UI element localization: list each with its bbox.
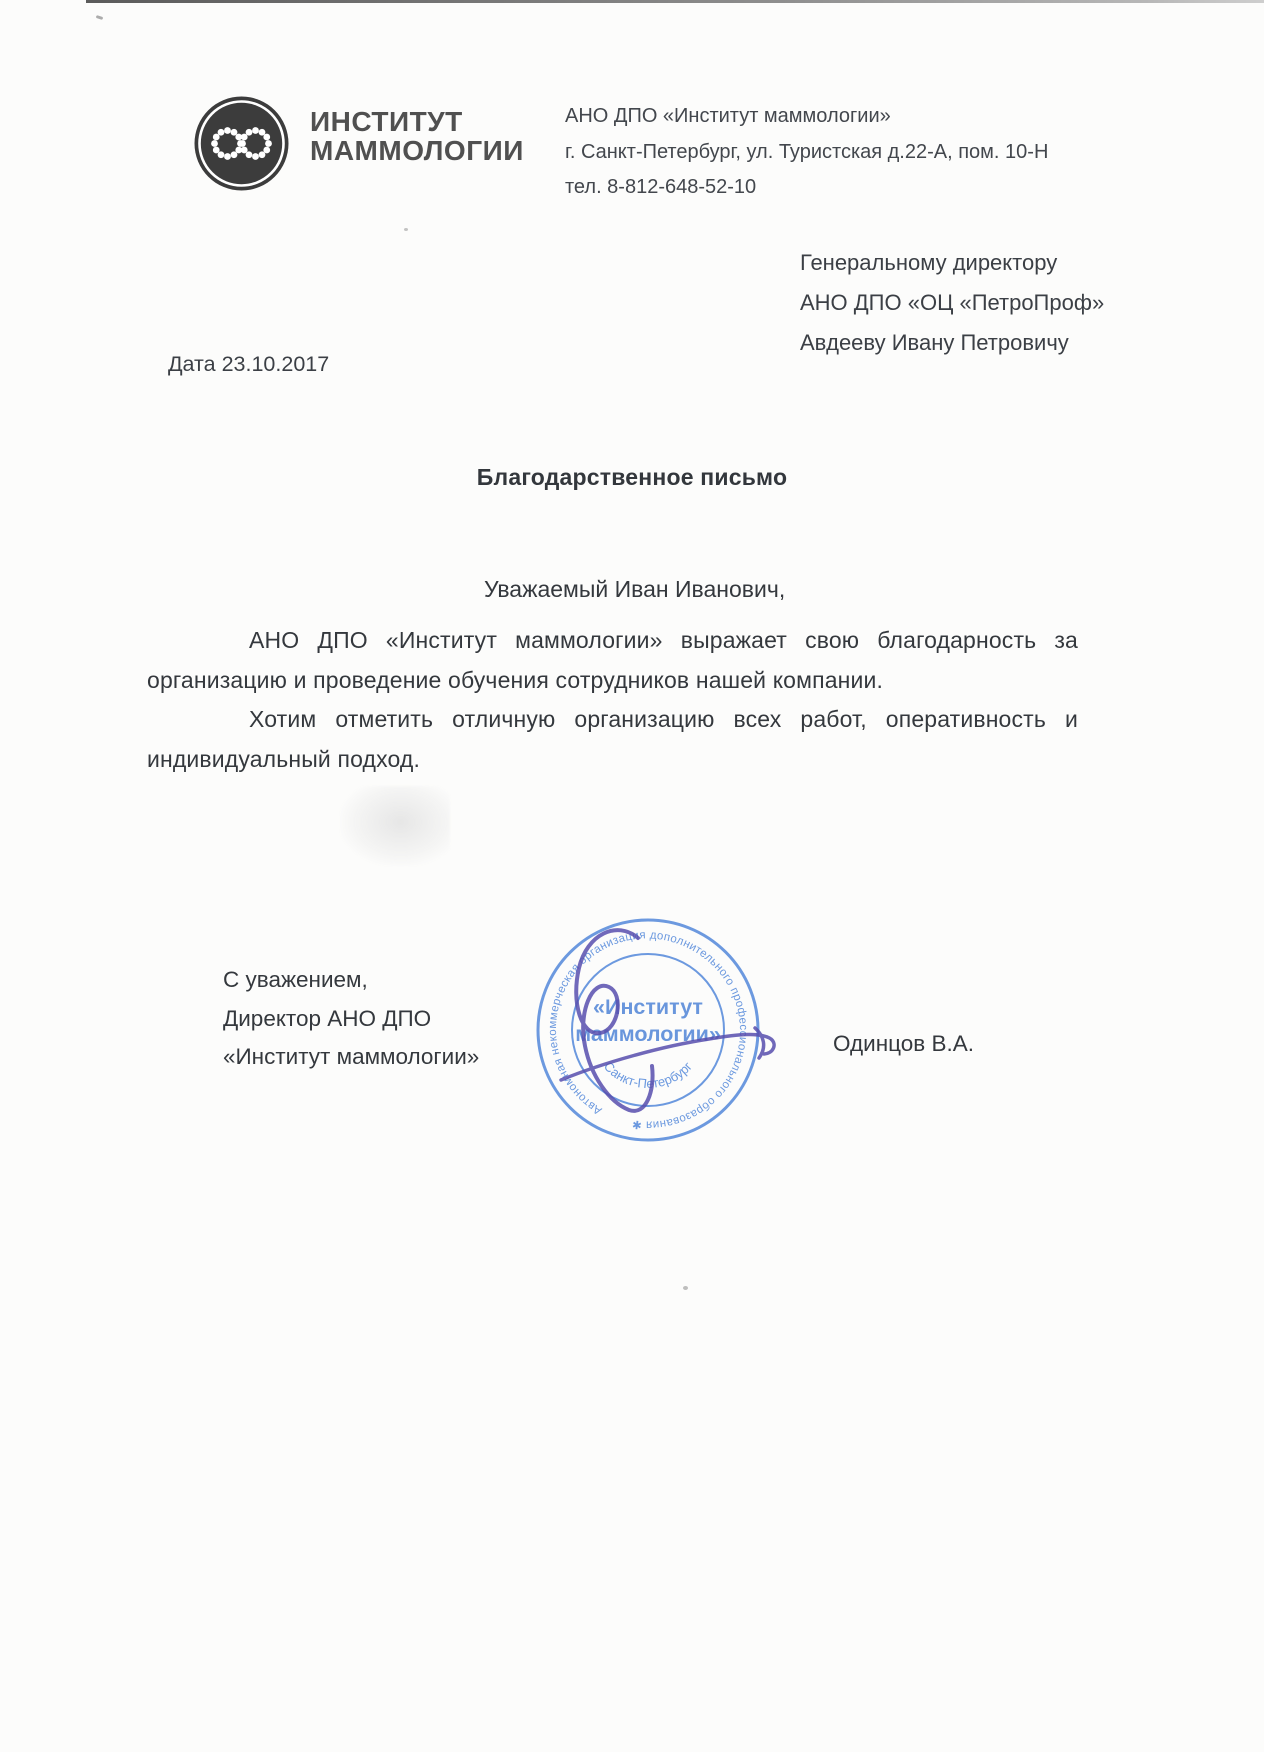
logo-wordmark-line1: ИНСТИТУТ xyxy=(310,106,463,137)
stamp-city-text: Санкт-Петербург xyxy=(600,1058,696,1092)
stamp-ring-text: Автономная некоммерческая организация дополнительного профессионального образования ✱ xyxy=(546,929,750,1131)
closing-regards: С уважением, xyxy=(223,967,368,992)
scan-speck xyxy=(683,1286,688,1290)
scan-speck xyxy=(404,228,408,231)
letter-body xyxy=(147,621,1078,779)
recipient-position: Генеральному директору xyxy=(800,250,1058,275)
letterhead-phone: тел. 8-812-648-52-10 xyxy=(565,176,757,198)
salutation: Уважаемый Иван Иванович, xyxy=(484,576,786,602)
logo-wordmark xyxy=(310,107,524,165)
logo-wordmark-line2: МАММОЛОГИИ xyxy=(310,135,524,166)
body-paragraph2-line2: индивидуальный подход. xyxy=(147,745,421,772)
stamp-center-line2: маммологии» xyxy=(575,1022,721,1046)
recipient-block xyxy=(800,243,1104,363)
body-paragraph1-line1: АНО ДПО «Институт маммологии» выражает свою благодарность за xyxy=(249,627,1078,653)
closing-position: Директор АНО ДПО xyxy=(223,1005,432,1031)
institute-logo-icon xyxy=(193,95,290,192)
closing-block xyxy=(223,961,479,1077)
scan-artifact-top-line xyxy=(86,0,1264,3)
letter-title: Благодарственное письмо xyxy=(476,464,788,490)
scan-speck xyxy=(96,15,104,20)
signer-name: Одинцов В.А. xyxy=(833,1031,974,1056)
scan-smudge xyxy=(340,786,450,866)
body-paragraph2-line1: Хотим отметить отличную организацию всех работ, оперативность и xyxy=(249,706,1078,732)
round-stamp xyxy=(505,890,805,1200)
letterhead-address: г. Санкт-Петербург, ул. Туристская д.22-А, пом. 10-Н xyxy=(565,140,1049,163)
letter-date: Дата 23.10.2017 xyxy=(168,352,330,376)
letterhead-org-name: АНО ДПО «Институт маммологии» xyxy=(565,105,891,127)
stamp-center-line1: «Институт xyxy=(593,995,703,1019)
closing-organization: «Институт маммологии» xyxy=(223,1044,480,1069)
body-paragraph1-line2: организацию и проведение обучения сотрудников нашей компании. xyxy=(147,666,884,693)
letterhead-contacts xyxy=(565,99,1165,206)
recipient-organization: АНО ДПО «ОЦ «ПетроПроф» xyxy=(800,290,1105,315)
recipient-person: Авдееву Ивану Петровичу xyxy=(800,330,1069,355)
svg-text:Санкт-Петербург xyxy=(601,1059,695,1092)
